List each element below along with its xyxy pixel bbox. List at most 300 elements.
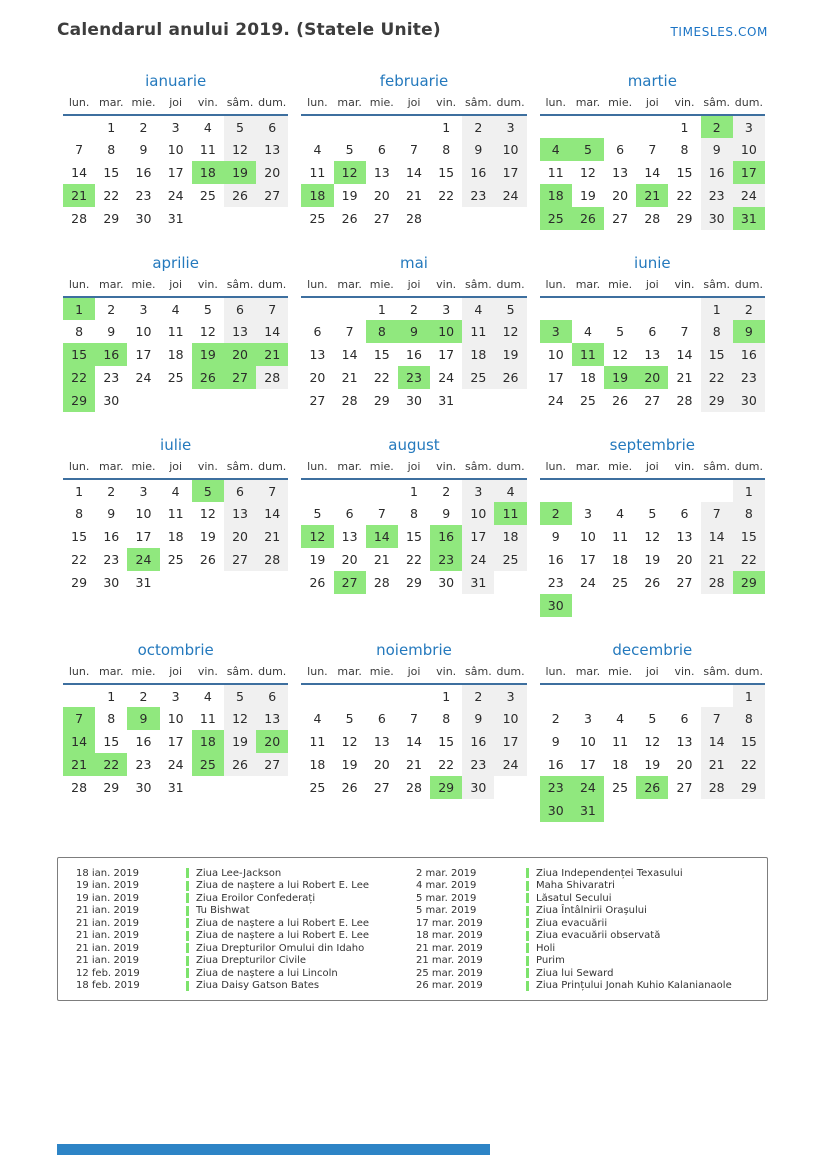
empty-cell <box>540 297 572 320</box>
day-cell: 8 <box>107 711 116 726</box>
weekday-header: mar. <box>334 460 366 479</box>
day-cell: 3 <box>139 301 148 317</box>
day-cell: 26 <box>224 753 256 776</box>
holiday-date: 21 ian. 2019 <box>76 917 139 929</box>
day-cell: 15 <box>676 165 693 180</box>
day-cell: 27 <box>309 393 326 408</box>
day-cell: 4 <box>313 142 322 157</box>
weekday-header: lun. <box>540 278 572 297</box>
day-cell: 22 <box>103 188 120 203</box>
day-cell: 29 <box>733 571 765 594</box>
empty-cell <box>398 684 430 707</box>
day-cell: 30 <box>438 575 455 590</box>
empty-cell <box>160 571 192 594</box>
day-cell: 23 <box>733 366 765 389</box>
day-cell: 14 <box>406 734 422 749</box>
day-cell: 18 <box>579 370 596 385</box>
day-cell: 5 <box>648 711 657 726</box>
holiday-marker-icon <box>186 893 189 903</box>
day-cell: 20 <box>373 188 390 203</box>
empty-cell <box>540 684 572 707</box>
day-cell: 23 <box>547 575 564 590</box>
month-februarie <box>301 72 526 230</box>
day-cell: 8 <box>701 320 733 343</box>
day-cell: 14 <box>676 347 693 362</box>
weekday-header: joi <box>636 665 668 684</box>
day-cell: 25 <box>579 393 596 408</box>
day-cell: 10 <box>167 142 184 157</box>
day-cell: 16 <box>462 161 494 184</box>
day-cell: 29 <box>103 211 120 226</box>
weekday-header: vin. <box>192 665 224 684</box>
holiday-name: Lăsatul Secului <box>536 892 612 904</box>
day-cell: 11 <box>612 529 629 544</box>
day-cell: 15 <box>733 730 765 753</box>
day-cell: 3 <box>442 301 451 317</box>
weekday-header: mie. <box>366 96 398 115</box>
empty-cell <box>301 479 333 502</box>
day-cell: 17 <box>462 525 494 548</box>
holiday-name: Ziua Drepturilor Omului din Idaho <box>196 942 365 954</box>
empty-cell <box>301 297 333 320</box>
weekday-header: dum. <box>733 96 765 115</box>
month-title[interactable]: iulie <box>160 436 192 454</box>
empty-cell <box>494 389 526 412</box>
footer-bar <box>57 1144 490 1155</box>
weekday-header: joi <box>160 665 192 684</box>
day-cell: 9 <box>733 320 765 343</box>
day-cell: 5 <box>345 711 354 726</box>
day-cell: 2 <box>107 301 116 317</box>
day-cell: 24 <box>127 548 159 571</box>
holiday-marker-icon <box>186 868 189 878</box>
day-cell: 15 <box>103 734 120 749</box>
weekday-header: vin. <box>192 460 224 479</box>
empty-cell <box>256 776 288 799</box>
day-cell: 19 <box>199 529 216 544</box>
holiday-legend-left-column <box>76 867 416 992</box>
day-cell: 18 <box>192 161 224 184</box>
empty-cell <box>668 799 700 822</box>
day-cell: 5 <box>192 479 224 502</box>
day-cell: 11 <box>572 343 604 366</box>
holiday-name: Ziua de naștere a lui Lincoln <box>196 967 338 979</box>
day-cell: 5 <box>224 684 256 707</box>
day-cell: 11 <box>199 142 216 157</box>
day-cell: 12 <box>224 707 256 730</box>
empty-cell <box>63 115 95 138</box>
holiday-item <box>416 917 767 930</box>
empty-cell <box>636 594 668 617</box>
month-title[interactable]: decembrie <box>612 641 693 659</box>
holiday-date: 26 mar. 2019 <box>416 980 483 992</box>
holiday-marker-icon <box>186 881 189 891</box>
holiday-item <box>76 967 416 980</box>
weekday-header: sâm. <box>224 278 256 297</box>
month-title[interactable]: august <box>388 436 440 454</box>
day-cell: 25 <box>199 188 216 203</box>
day-cell: 20 <box>676 552 693 567</box>
empty-cell <box>701 684 733 707</box>
day-cell: 1 <box>442 119 451 135</box>
weekday-header: dum. <box>733 665 765 684</box>
day-cell: 23 <box>135 757 152 772</box>
empty-cell <box>301 115 333 138</box>
empty-cell <box>192 389 224 412</box>
day-cell: 2 <box>139 119 148 135</box>
holiday-item <box>76 905 416 918</box>
day-cell: 21 <box>63 184 95 207</box>
day-cell: 31 <box>462 571 494 594</box>
day-cell: 20 <box>256 161 288 184</box>
day-cell: 24 <box>579 575 596 590</box>
day-cell: 13 <box>309 347 326 362</box>
day-cell: 24 <box>494 753 526 776</box>
weekday-header: mar. <box>334 665 366 684</box>
day-cell: 10 <box>494 138 526 161</box>
weekday-header: vin. <box>668 460 700 479</box>
day-cell: 2 <box>462 684 494 707</box>
weekday-header: lun. <box>63 460 95 479</box>
day-cell: 28 <box>373 575 390 590</box>
day-cell: 10 <box>135 506 152 521</box>
holiday-name: Purim <box>536 955 565 967</box>
empty-cell <box>604 594 636 617</box>
day-cell: 27 <box>644 393 661 408</box>
day-cell: 2 <box>701 115 733 138</box>
day-cell: 29 <box>733 776 765 799</box>
day-cell: 12 <box>341 734 358 749</box>
day-cell: 3 <box>494 684 526 707</box>
day-cell: 24 <box>135 370 152 385</box>
day-cell: 6 <box>224 297 256 320</box>
empty-cell <box>334 115 366 138</box>
holiday-item <box>76 917 416 930</box>
day-cell: 9 <box>442 506 451 521</box>
empty-cell <box>668 594 700 617</box>
month-title[interactable]: octombrie <box>137 641 214 659</box>
day-cell: 6 <box>256 115 288 138</box>
day-cell: 23 <box>462 753 494 776</box>
day-cell: 15 <box>63 343 95 366</box>
day-cell: 7 <box>75 142 84 157</box>
day-cell: 3 <box>139 483 148 499</box>
month-iulie <box>63 436 288 594</box>
day-cell: 27 <box>256 753 288 776</box>
day-cell: 29 <box>63 389 95 412</box>
holiday-item <box>416 880 767 893</box>
holiday-name: Ziua de naștere a lui Robert E. Lee <box>196 930 370 942</box>
day-cell: 10 <box>579 734 596 749</box>
weekday-header: dum. <box>494 278 526 297</box>
day-cell: 19 <box>341 188 358 203</box>
day-cell: 17 <box>733 161 765 184</box>
day-cell: 18 <box>612 552 629 567</box>
day-cell: 3 <box>733 115 765 138</box>
day-cell: 17 <box>579 552 596 567</box>
day-cell: 12 <box>199 324 216 339</box>
day-cell: 30 <box>103 575 120 590</box>
day-cell: 1 <box>733 479 765 502</box>
empty-cell <box>224 389 256 412</box>
empty-cell <box>572 684 604 707</box>
weekday-header: dum. <box>733 460 765 479</box>
empty-cell <box>701 594 733 617</box>
day-cell: 16 <box>733 343 765 366</box>
holiday-legend-right-column <box>416 867 767 992</box>
day-cell: 4 <box>583 324 592 339</box>
day-cell: 2 <box>540 502 572 525</box>
weekday-header: dum. <box>494 460 526 479</box>
weekday-header: joi <box>398 665 430 684</box>
holiday-date: 21 ian. 2019 <box>76 905 139 917</box>
day-cell: 24 <box>547 393 564 408</box>
holiday-date: 4 mar. 2019 <box>416 880 477 892</box>
day-cell: 8 <box>733 502 765 525</box>
holiday-marker-icon <box>526 906 529 916</box>
holiday-date: 21 mar. 2019 <box>416 955 483 967</box>
day-cell: 21 <box>63 753 95 776</box>
day-cell: 16 <box>462 730 494 753</box>
weekday-header: sâm. <box>462 278 494 297</box>
day-cell: 24 <box>167 757 184 772</box>
weekday-header: vin. <box>430 96 462 115</box>
weekday-header: sâm. <box>462 96 494 115</box>
day-cell: 22 <box>701 366 733 389</box>
month-title[interactable]: iunie <box>634 254 671 272</box>
day-cell: 7 <box>256 479 288 502</box>
day-cell: 6 <box>616 142 625 157</box>
holiday-item <box>416 967 767 980</box>
day-cell: 20 <box>341 552 358 567</box>
day-cell: 28 <box>406 211 422 226</box>
weekday-header: joi <box>636 460 668 479</box>
empty-cell <box>301 684 333 707</box>
holiday-item <box>76 930 416 943</box>
month-title[interactable]: noiembrie <box>376 641 452 659</box>
day-cell: 7 <box>410 142 418 157</box>
day-cell: 6 <box>680 711 689 726</box>
day-cell: 5 <box>572 138 604 161</box>
day-cell: 3 <box>583 506 592 521</box>
day-cell: 21 <box>406 188 422 203</box>
holiday-item <box>76 980 416 993</box>
holiday-item <box>416 905 767 918</box>
day-cell: 24 <box>438 370 455 385</box>
day-cell: 10 <box>547 347 564 362</box>
day-cell: 10 <box>430 320 462 343</box>
day-cell: 4 <box>313 711 322 726</box>
day-cell: 26 <box>199 552 216 567</box>
day-cell: 12 <box>199 506 216 521</box>
holiday-item <box>416 955 767 968</box>
day-cell: 14 <box>406 165 422 180</box>
empty-cell <box>462 207 494 230</box>
day-cell: 10 <box>135 324 152 339</box>
holiday-date: 25 mar. 2019 <box>416 967 483 979</box>
empty-cell <box>604 297 636 320</box>
empty-cell <box>701 799 733 822</box>
day-cell: 21 <box>406 757 422 772</box>
day-cell: 30 <box>462 776 494 799</box>
day-cell: 16 <box>701 161 733 184</box>
weekday-header: mar. <box>572 278 604 297</box>
holiday-marker-icon <box>526 868 529 878</box>
holiday-marker-icon <box>186 956 189 966</box>
empty-cell <box>636 799 668 822</box>
day-cell: 9 <box>551 529 560 544</box>
day-cell: 14 <box>71 165 88 180</box>
site-link[interactable]: TIMESLES.COM <box>670 25 768 39</box>
holiday-marker-icon <box>526 943 529 953</box>
month-title[interactable]: ianuarie <box>145 72 207 90</box>
weekday-header: joi <box>160 96 192 115</box>
weekday-header: mar. <box>572 96 604 115</box>
holiday-item <box>76 867 416 880</box>
holiday-date: 5 mar. 2019 <box>416 892 477 904</box>
holiday-name: Ziua Prințului Jonah Kuhio Kalanianaole <box>536 980 732 992</box>
month-martie <box>540 72 765 230</box>
day-cell: 30 <box>540 799 572 822</box>
day-cell: 4 <box>616 506 625 521</box>
day-cell: 29 <box>406 575 422 590</box>
weekday-header: mie. <box>604 278 636 297</box>
weekday-header: sâm. <box>701 278 733 297</box>
empty-cell <box>540 479 572 502</box>
empty-cell <box>668 297 700 320</box>
holiday-marker-icon <box>526 981 529 991</box>
day-cell: 16 <box>135 734 152 749</box>
day-cell: 6 <box>345 506 354 521</box>
day-cell: 18 <box>494 525 526 548</box>
day-cell: 28 <box>701 571 733 594</box>
holiday-marker-icon <box>186 918 189 928</box>
day-cell: 21 <box>676 370 693 385</box>
holiday-date: 5 mar. 2019 <box>416 905 477 917</box>
day-cell: 8 <box>107 142 116 157</box>
holiday-date: 18 mar. 2019 <box>416 930 483 942</box>
day-cell: 8 <box>442 142 451 157</box>
holiday-marker-icon <box>186 968 189 978</box>
empty-cell <box>494 571 526 594</box>
day-cell: 4 <box>203 688 212 704</box>
day-cell: 9 <box>551 734 560 749</box>
day-cell: 3 <box>583 711 592 726</box>
weekday-header: joi <box>398 460 430 479</box>
day-cell: 26 <box>644 575 661 590</box>
empty-cell <box>572 479 604 502</box>
day-cell: 29 <box>71 575 88 590</box>
empty-cell <box>192 207 224 230</box>
day-cell: 27 <box>224 548 256 571</box>
day-cell: 13 <box>341 529 358 544</box>
day-cell: 9 <box>462 707 494 730</box>
month-title[interactable]: septembrie <box>609 436 695 454</box>
holiday-marker-icon <box>186 981 189 991</box>
day-cell: 11 <box>309 165 326 180</box>
month-title[interactable]: februarie <box>379 72 449 90</box>
month-title[interactable]: martie <box>627 72 677 90</box>
day-cell: 15 <box>733 525 765 548</box>
day-cell: 19 <box>494 343 526 366</box>
day-cell: 9 <box>107 324 116 339</box>
day-cell: 26 <box>494 366 526 389</box>
day-cell: 25 <box>167 552 184 567</box>
day-cell: 8 <box>442 711 451 726</box>
day-cell: 17 <box>135 347 152 362</box>
day-cell: 13 <box>676 734 693 749</box>
weekday-header: sâm. <box>701 665 733 684</box>
day-cell: 29 <box>103 780 120 795</box>
day-cell: 10 <box>494 707 526 730</box>
empty-cell <box>572 297 604 320</box>
day-cell: 21 <box>701 753 733 776</box>
day-cell: 23 <box>430 548 462 571</box>
holiday-date: 21 ian. 2019 <box>76 955 139 967</box>
holiday-date: 21 ian. 2019 <box>76 942 139 954</box>
weekday-header: lun. <box>301 460 333 479</box>
day-cell: 22 <box>95 753 127 776</box>
day-cell: 1 <box>701 297 733 320</box>
weekday-header: mie. <box>127 460 159 479</box>
day-cell: 25 <box>494 548 526 571</box>
day-cell: 7 <box>377 506 386 521</box>
day-cell: 12 <box>644 734 661 749</box>
holiday-marker-icon <box>526 968 529 978</box>
weekday-header: sâm. <box>224 460 256 479</box>
day-cell: 22 <box>71 552 88 567</box>
day-cell: 26 <box>636 776 668 799</box>
day-cell: 11 <box>612 734 629 749</box>
day-cell: 12 <box>301 525 333 548</box>
weekday-header: mar. <box>95 278 127 297</box>
weekday-header: dum. <box>256 278 288 297</box>
day-cell: 3 <box>171 688 180 704</box>
day-cell: 17 <box>135 529 152 544</box>
day-cell: 13 <box>256 138 288 161</box>
weekday-header: vin. <box>430 665 462 684</box>
weekday-header: vin. <box>192 96 224 115</box>
weekday-header: vin. <box>192 278 224 297</box>
day-cell: 27 <box>334 571 366 594</box>
day-cell: 26 <box>192 366 224 389</box>
day-cell: 18 <box>167 529 184 544</box>
month-title[interactable]: mai <box>400 254 428 272</box>
weekday-header: lun. <box>301 96 333 115</box>
day-cell: 31 <box>167 780 184 795</box>
year-calendar-grid <box>63 72 765 822</box>
day-cell: 26 <box>612 393 629 408</box>
day-cell: 19 <box>341 757 358 772</box>
day-cell: 24 <box>733 184 765 207</box>
day-cell: 10 <box>733 138 765 161</box>
day-cell: 14 <box>256 502 288 525</box>
day-cell: 21 <box>636 184 668 207</box>
day-cell: 20 <box>676 757 693 772</box>
weekday-header: joi <box>636 278 668 297</box>
month-title[interactable]: aprilie <box>152 254 199 272</box>
day-cell: 1 <box>680 119 689 135</box>
day-cell: 19 <box>224 730 256 753</box>
day-cell: 30 <box>733 389 765 412</box>
day-cell: 7 <box>701 707 733 730</box>
holiday-item <box>76 880 416 893</box>
day-cell: 16 <box>547 757 564 772</box>
day-cell: 15 <box>103 165 120 180</box>
empty-cell <box>192 571 224 594</box>
day-cell: 17 <box>167 165 184 180</box>
weekday-header: mar. <box>95 460 127 479</box>
